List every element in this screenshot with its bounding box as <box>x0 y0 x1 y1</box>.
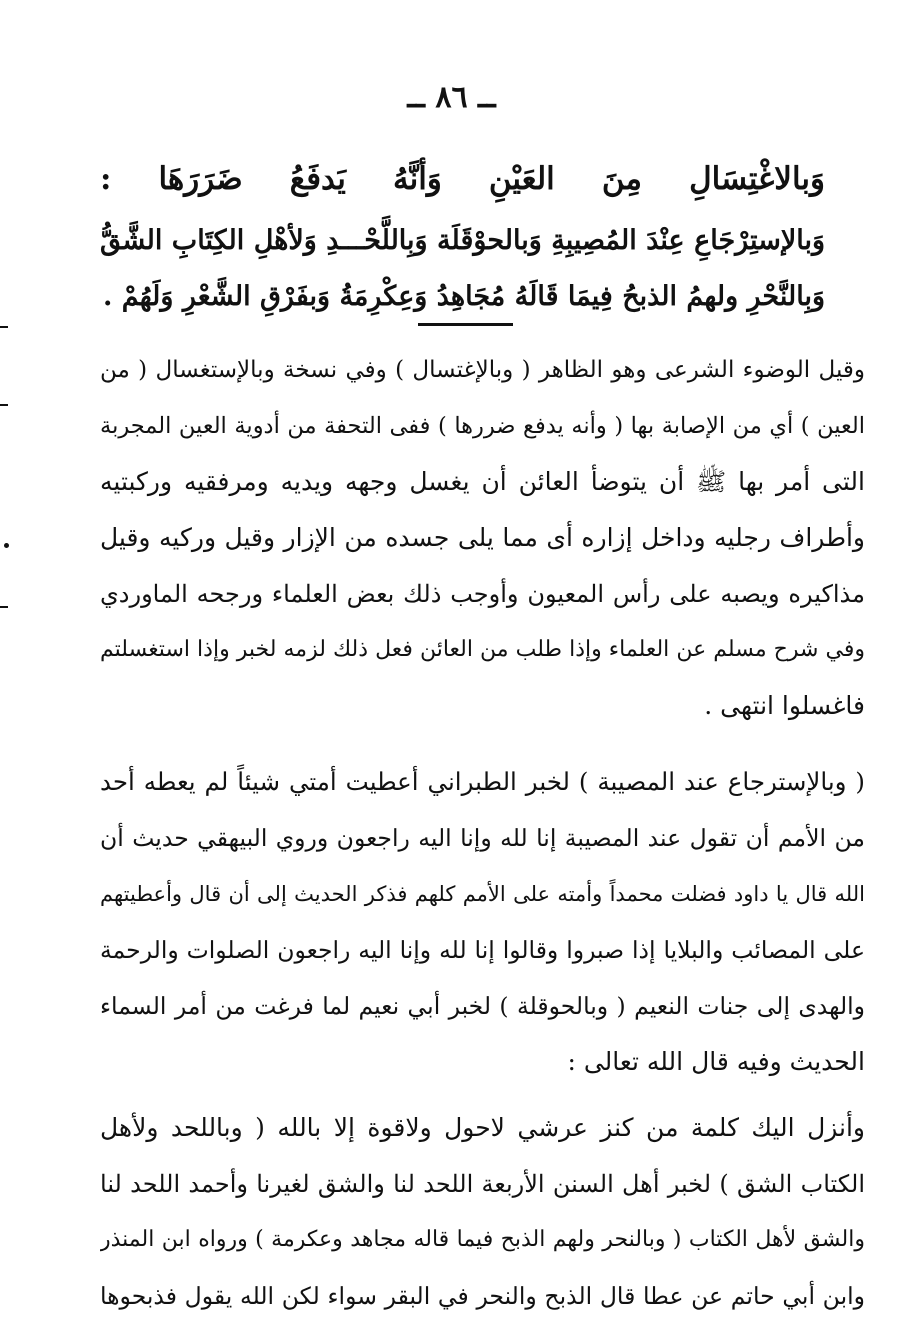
matn-line-2: وَبالإستِرْجَاعِ عِنْدَ المُصِيبِةِ وَبالحوْقَلَة وَبِاللَّحْـــدِ وَلأهْلِ الكِتَابِ الشَّقُّ <box>100 225 825 256</box>
commentary-line: والهدى إلى جنات النعيم ( وبالحوقلة ) لخبر أبي نعيم لما فرغت من أمر السماء <box>100 992 865 1020</box>
commentary-line: من الأمم أن تقول عند المصيبة إنا لله وإنا اليه راجعون وروي البيهقي حديث أن <box>100 824 865 852</box>
commentary-line: الله قال يا داود فضلت محمداً وأمته على الأمم كلهم فذكر الحديث إلى أن قال وأعطيتهم <box>100 882 865 906</box>
commentary-line: مذاكيره ويصبه على رأس المعيون وأوجب ذلك بعض العلماء ورجحه الماوردي <box>100 580 865 608</box>
matn-line-3: وَبِالنَّحْرِ ولهمُ الذبحُ فِيمَا قَالَهُ مُجَاهِدُ وَعِكْرِمَةُ وَبفَرْقِ الشَّعْرِ وَلَهُمْ . <box>102 281 825 312</box>
commentary-line: على المصائب والبلايا إذا صبروا وقالوا إنا لله وإنا اليه راجعون الصلوات والرحمة <box>100 936 865 964</box>
commentary-line: وأطراف رجليه وداخل إزاره أى مما يلى جسده من الإزار وقيل وركيه وقيل <box>100 523 865 552</box>
commentary-line: التى أمر بها ﷺ أن يتوضأ العائن أن يغسل وجهه ويديه ومرفقيه وركبتيه <box>100 467 865 496</box>
commentary-line: وابن أبي حاتم عن عطا قال الذبح والنحر في البقر سواء لكن الله يقول فذبحوها <box>100 1282 865 1310</box>
commentary-line: الكتاب الشق ) لخبر أهل السنن الأربعة اللحد لنا والشق لغيرنا وأحمد اللحد لنا <box>100 1170 865 1198</box>
commentary-line: ( وبالإسترجاع عند المصيبة ) لخبر الطبراني أعطيت أمتي شيئاً لم يعطه أحد <box>100 767 865 796</box>
commentary-line: وأنزل اليك كلمة من كنز عرشي لاحول ولاقوة إلا بالله ( وباللحد ولأهل <box>100 1113 865 1142</box>
commentary-line: والشق لأهل الكتاب ( وبالنحر ولهم الذبح فيما قاله مجاهد وعكرمة ) ورواه ابن المنذر <box>100 1227 865 1252</box>
commentary-line: وقيل الوضوء الشرعى وهو الظاهر ( وبالإغتسال ) وفي نسخة وبالإستغسال ( من <box>100 357 865 383</box>
page-number: ــ ٨٦ ــ <box>407 80 496 115</box>
commentary-line: وفي شرح مسلم عن العلماء وإذا طلب من العائن فعل ذلك لزمه لخبر وإذا استغسلتم <box>100 637 865 662</box>
underline-mark <box>418 323 513 326</box>
margin-mark <box>0 404 8 406</box>
commentary-line: العين ) أي من الإصابة بها ( وأنه يدفع ضررها ) ففى التحفة من أدوية العين المجربة <box>100 413 865 439</box>
margin-dot <box>4 543 9 548</box>
commentary-line: فاغسلوا انتهى . <box>704 691 865 720</box>
commentary-line: الحديث وفيه قال الله تعالى : <box>567 1047 865 1076</box>
matn-line-1: وَبالاغْتِسَالِ مِنَ العَيْنِ وَأنَّهُ يَدفَعُ ضَرَرَهَا : <box>100 161 825 197</box>
margin-mark <box>0 606 8 608</box>
margin-mark <box>0 326 8 328</box>
